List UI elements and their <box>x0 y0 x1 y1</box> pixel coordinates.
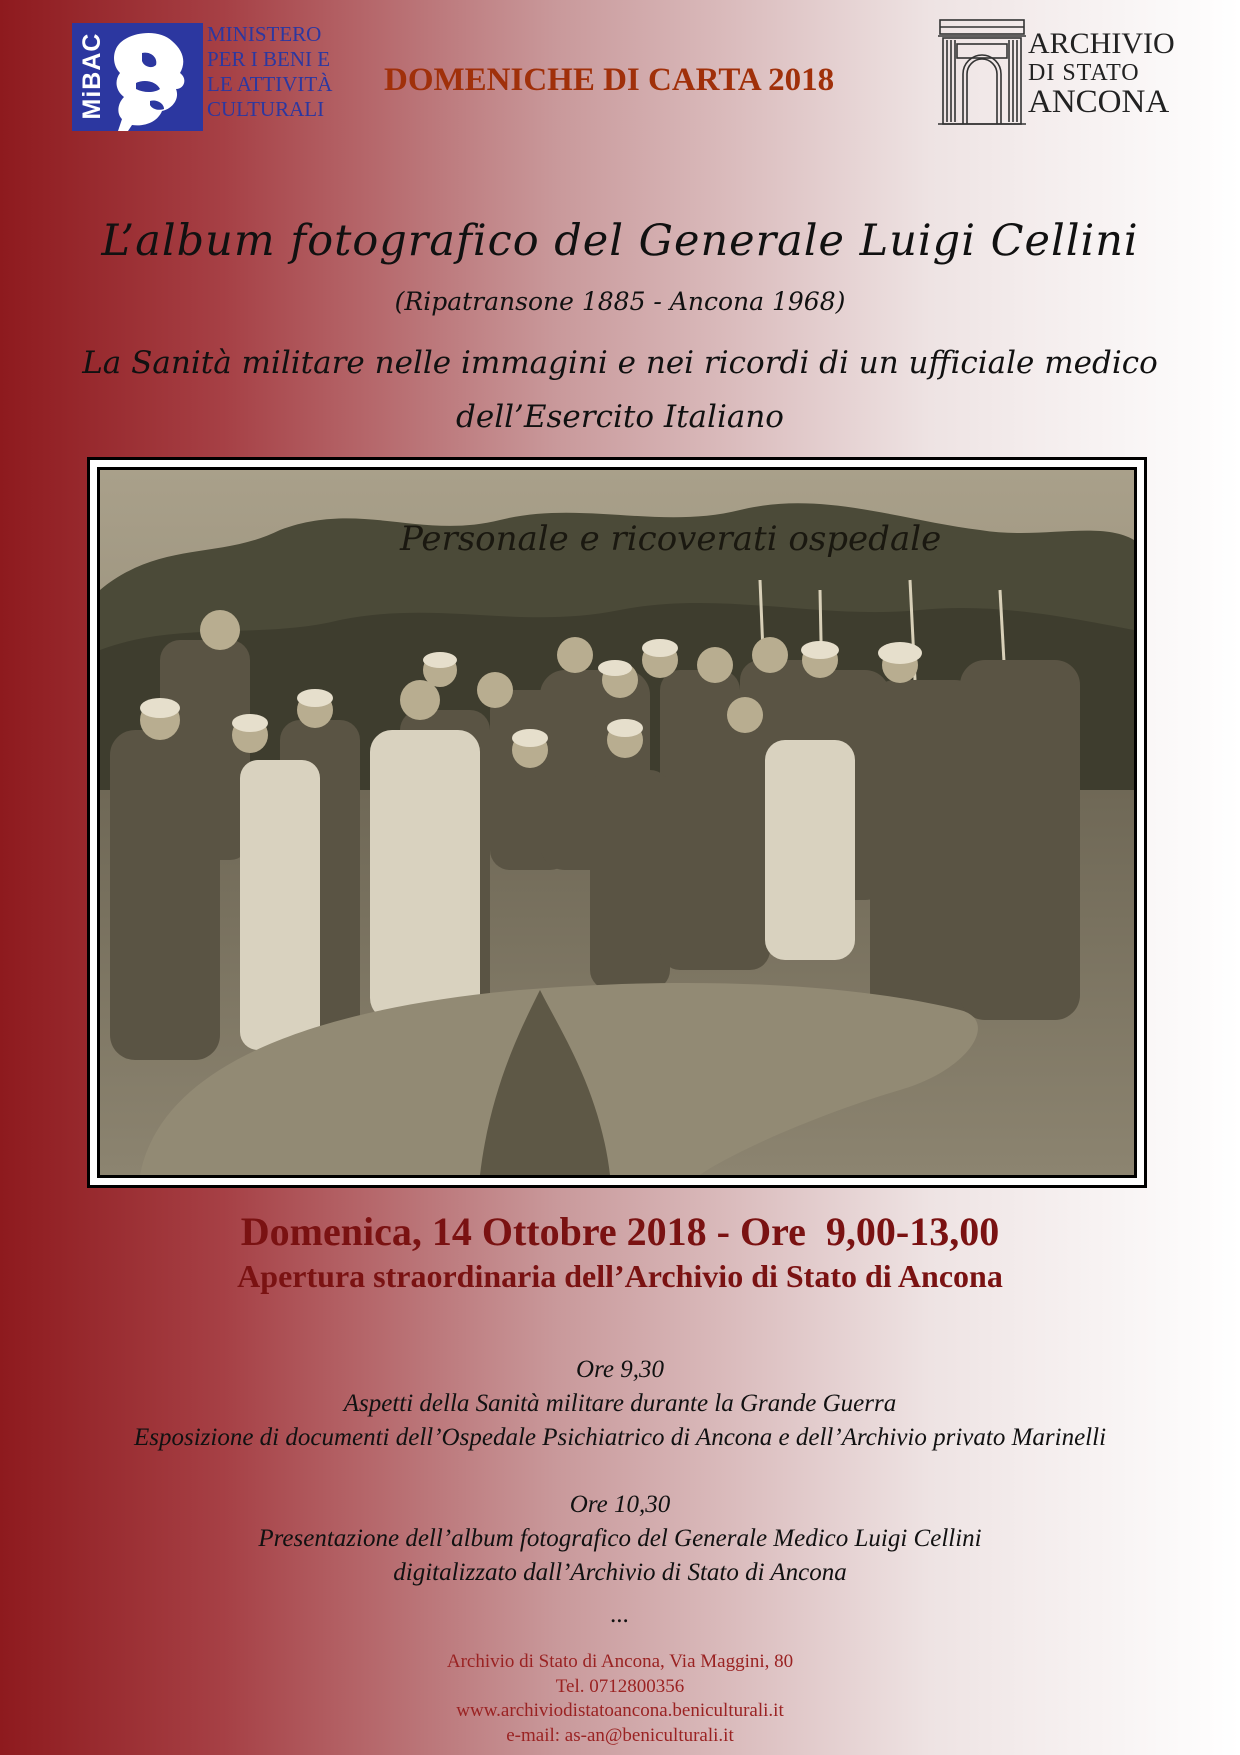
archive-name-line: ANCONA <box>1028 84 1170 120</box>
group-photo-image <box>100 470 1134 1175</box>
footer-email-link[interactable]: e-mail: as-an@beniculturali.it <box>506 1724 734 1746</box>
footer-address: Archivio di Stato di Ancona, Via Maggini, 80 <box>446 1651 794 1672</box>
series-title: DOMENICHE DI CARTA 2018 <box>384 62 835 98</box>
photo-caption: Personale e ricoverati ospedale <box>400 519 942 559</box>
program-line: Aspetti della Sanità militare durante la Grande Guerra <box>343 1390 897 1417</box>
program-time: Ore 9,30 <box>576 1356 664 1383</box>
arch-of-trajan-icon <box>937 16 1027 126</box>
archive-name-line: DI STATO <box>1028 60 1140 86</box>
program-line: Esposizione di documenti dell’Ospedale Psichiatrico di Ancona e dell’Archivio privato Marinelli <box>133 1424 1107 1451</box>
program-line: digitalizzato dall’Archivio di Stato di Ancona <box>393 1559 847 1586</box>
event-date: Domenica, 14 Ottobre 2018 - Ore 9,00-13,00 <box>240 1209 1000 1254</box>
ministry-line: MINISTERO <box>207 22 322 46</box>
life-dates: (Ripatransone 1885 - Ancona 1968) <box>394 287 846 316</box>
subtitle <box>0 336 1240 444</box>
ministry-line: PER I BENI E <box>207 47 331 71</box>
footer-contacts <box>0 1650 1240 1748</box>
historic-group-photo <box>97 467 1137 1178</box>
archive-name <box>1028 28 1175 118</box>
subtitle-line: dell’Esercito Italiano <box>456 399 784 435</box>
mibac-logo-text: MiBAC <box>78 32 106 120</box>
ministry-name <box>207 22 332 122</box>
program-line: Presentazione dell’album fotografico del Generale Medico Luigi Cellini <box>258 1525 982 1552</box>
footer-phone: Tel. 0712800356 <box>555 1675 685 1697</box>
photo-frame <box>87 457 1147 1188</box>
mibac-head-icon <box>72 23 203 131</box>
event-opening: Apertura straordinaria dell’Archivio di Stato di Ancona <box>237 1258 1003 1294</box>
archive-name-line: ARCHIVIO <box>1028 27 1175 60</box>
ministry-line: LE ATTIVITÀ <box>207 72 333 96</box>
program-time: Ore 10,30 <box>569 1491 671 1518</box>
mibac-logo <box>72 23 203 131</box>
ministry-line: CULTURALI <box>207 97 325 121</box>
ellipsis: ... <box>610 1601 630 1628</box>
main-title: L’album fotografico del Generale Luigi Cellini <box>101 216 1139 266</box>
footer-website-link[interactable]: www.archiviodistatoancona.beniculturali.it <box>456 1700 784 1721</box>
subtitle-line: La Sanità militare nelle immagini e nei ricordi di un ufficiale medico <box>82 345 1158 381</box>
